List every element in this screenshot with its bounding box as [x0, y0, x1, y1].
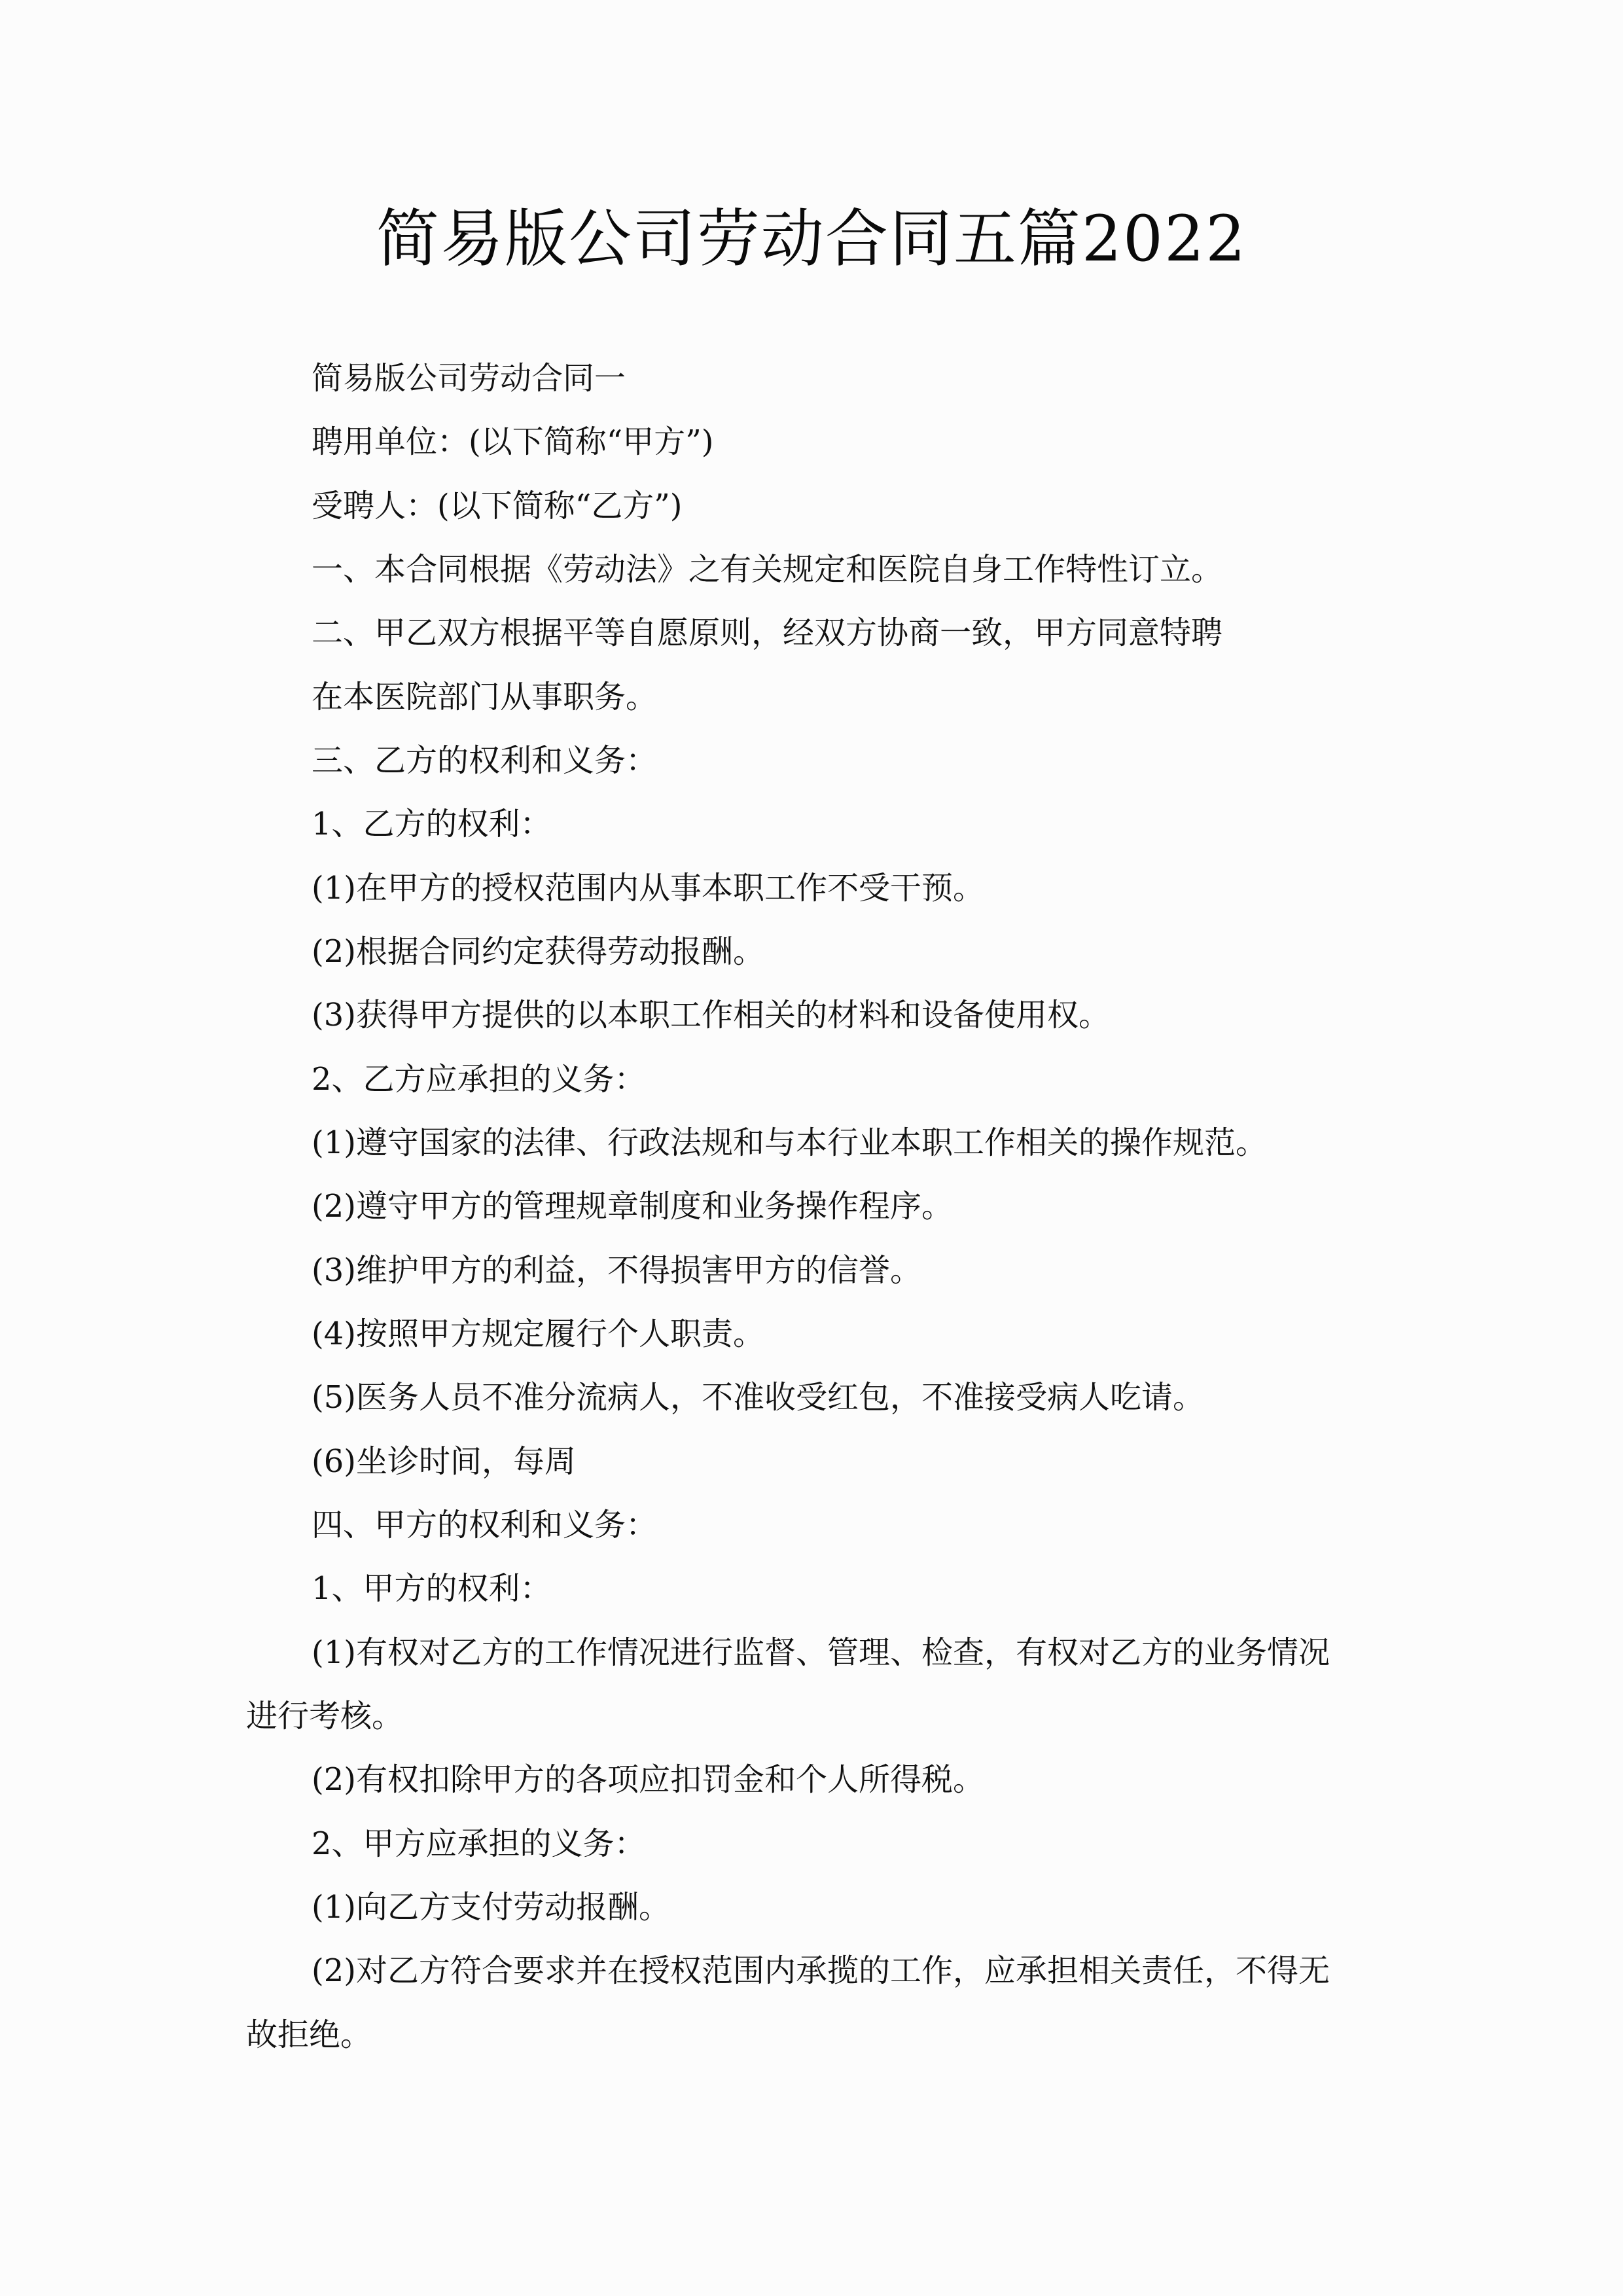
party-b-duty-2: (2)遵守甲方的管理规章制度和业务操作程序。 [312, 1188, 953, 1225]
party-b-duty-6: (6)坐诊时间，每周 [312, 1443, 576, 1480]
party-b-duty-5: (5)医务人员不准分流病人，不准收受红包，不准接受病人吃请。 [312, 1379, 1204, 1416]
party-a-right-1-continued: 进行考核。 [246, 1698, 404, 1734]
section-heading-contract-one: 简易版公司劳动合同一 [312, 360, 626, 397]
party-a-right-2: (2)有权扣除甲方的各项应扣罚金和个人所得税。 [312, 1761, 984, 1798]
party-a-duty-1: (1)向乙方支付劳动报酬。 [312, 1889, 670, 1926]
employer-line: 聘用单位：(以下简称“甲方”) [312, 423, 714, 460]
party-b-duty-1: (1)遵守国家的法律、行政法规和与本行业本职工作相关的操作规范。 [312, 1124, 1267, 1161]
clause-2: 二、甲乙双方根据平等自愿原则，经双方协商一致，甲方同意特聘 [312, 615, 1223, 651]
document-title: 简易版公司劳动合同五篇2022 [376, 202, 1247, 276]
party-b-right-2: (2)根据合同约定获得劳动报酬。 [312, 933, 764, 970]
party-a-right-1: (1)有权对乙方的工作情况进行监督、管理、检查，有权对乙方的业务情况 [312, 1634, 1330, 1671]
party-a-rights-heading: 1、甲方的权利： [312, 1570, 552, 1607]
party-a-duty-2-continued: 故拒绝。 [246, 2017, 372, 2053]
party-a-duties-heading: 2、甲方应承担的义务： [312, 1825, 646, 1862]
clause-4-heading: 四、甲方的权利和义务： [312, 1507, 658, 1543]
party-b-duty-4: (4)按照甲方规定履行个人职责。 [312, 1316, 764, 1352]
party-b-duty-3: (3)维护甲方的利益，不得损害甲方的信誉。 [312, 1252, 921, 1289]
employee-line: 受聘人：(以下简称“乙方”) [312, 488, 683, 524]
party-b-right-3: (3)获得甲方提供的以本职工作相关的材料和设备使用权。 [312, 997, 1110, 1033]
party-b-rights-heading: 1、乙方的权利： [312, 806, 552, 842]
clause-3-heading: 三、乙方的权利和义务： [312, 742, 658, 779]
party-b-duties-heading: 2、乙方应承担的义务： [312, 1061, 646, 1098]
party-b-right-1: (1)在甲方的授权范围内从事本职工作不受干预。 [312, 870, 984, 906]
clause-2-continued: 在本医院部门从事职务。 [312, 679, 658, 715]
clause-1: 一、本合同根据《劳动法》之有关规定和医院自身工作特性订立。 [312, 551, 1223, 588]
party-a-duty-2: (2)对乙方符合要求并在授权范围内承揽的工作，应承担相关责任，不得无 [312, 1952, 1330, 1989]
